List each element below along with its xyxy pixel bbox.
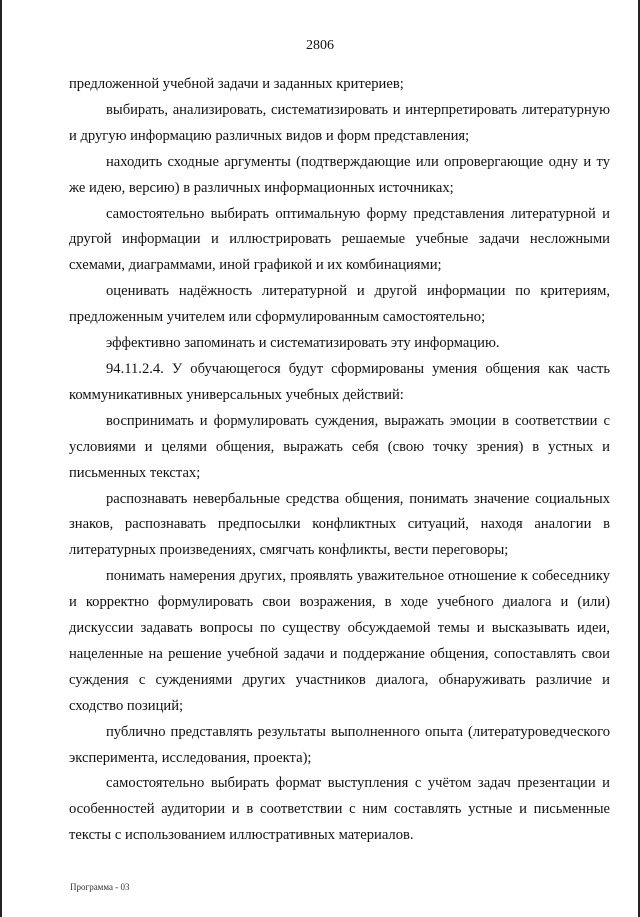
paragraph: предложенной учебной задачи и заданных критериев;	[69, 76, 404, 92]
paragraph: распознавать невербальные средства общения, понимать значение социальных знаков, распознавать предпосылки конфликтных ситуаций, находя аналогии в литературных произведениях, смягчать конфликты, вести переговоры;	[69, 490, 610, 559]
paragraph: понимать намерения других, проявлять уважительное отношение к собеседнику и корректно формулировать свои возражения, в ходе учебного диалога и (или) дискуссии задавать вопросы по существу обсуждаемой темы и высказывать идеи, нацеленные на решение учебной задачи и поддержание общения, сопоставлять свои суждения с суждениями других участников диалога, обнаруживать различие и сходство позиций;	[69, 568, 610, 714]
paragraph: самостоятельно выбирать формат выступления с учётом задач презентации и особенностей аудитории и в соответствии с ним составлять устные и письменные тексты с использованием иллюстративных материалов.	[69, 775, 610, 844]
paragraph: находить сходные аргументы (подтверждающие или опровергающие одну и ту же идею, версию) в различных информационных источниках;	[69, 153, 610, 196]
paragraph: 94.11.2.4. У обучающегося будут сформированы умения общения как часть коммуникативных универсальных учебных действий:	[69, 360, 610, 403]
paragraph: эффективно запоминать и систематизировать эту информацию.	[106, 335, 500, 352]
footer-label: Программа - 03	[70, 882, 130, 892]
page-number: 2806	[306, 38, 334, 53]
body-text	[69, 72, 610, 849]
paragraph: самостоятельно выбирать оптимальную форму представления литературной и другой информации и иллюстрировать решаемые учебные задачи несложными схемами, диаграммами, иной графикой и их комбинациями;	[69, 205, 610, 274]
paragraph: публично представлять результаты выполненного опыта (литературоведческого эксперимента, исследования, проекта);	[69, 723, 610, 766]
paragraph: оценивать надёжность литературной и другой информации по критериям, предложенным учителем или сформулированным самостоятельно;	[69, 283, 610, 326]
paragraph: выбирать, анализировать, систематизировать и интерпретировать литературную и другую информацию различных видов и форм представления;	[69, 101, 610, 144]
paragraph: воспринимать и формулировать суждения, выражать эмоции в соответствии с условиями и целями общения, выражать себя (свою точку зрения) в устных и письменных текстах;	[69, 412, 610, 481]
